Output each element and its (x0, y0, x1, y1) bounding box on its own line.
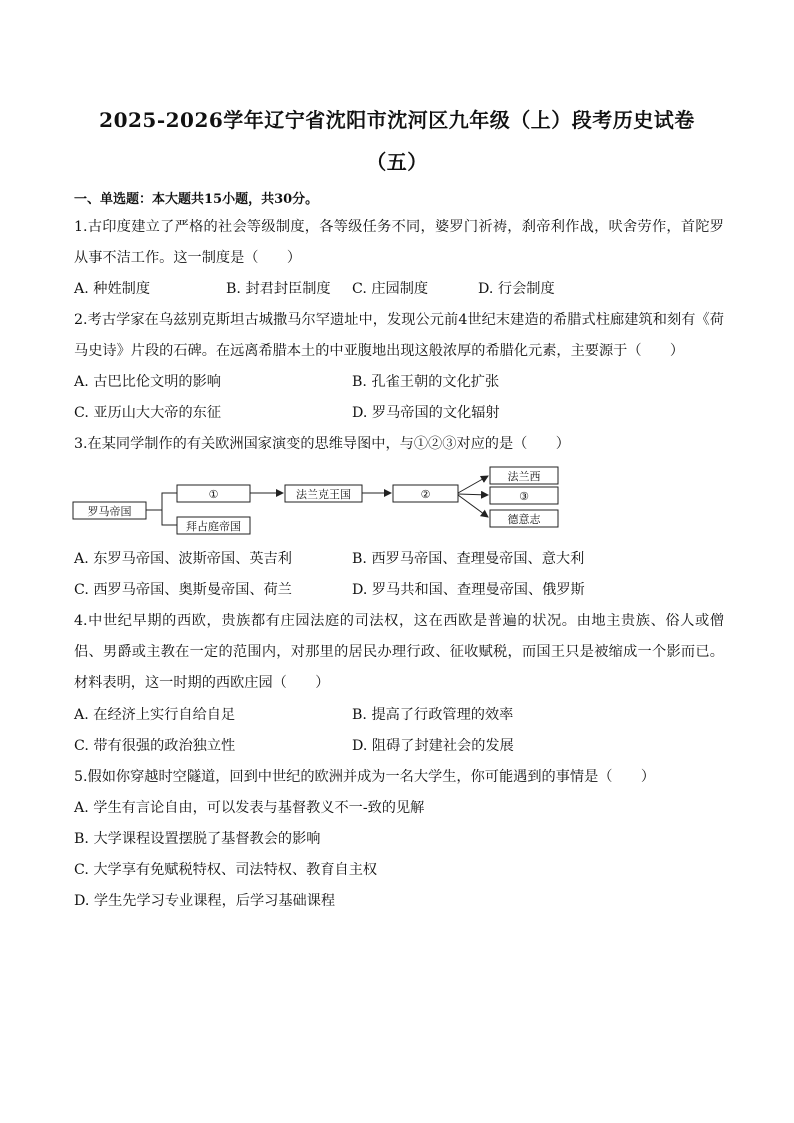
question-1-stem: 1.古印度建立了严格的社会等级制度，各等级任务不同，婆罗门祈祷，刹帝利作战，吠舍劳作，首陀罗从事不洁工作。这一制度是（ ） (74, 219, 724, 266)
question-5-stem: 5.假如你穿越时空隧道，回到中世纪的欧洲并成为一名大学生，你可能遇到的事情是（ ） (74, 769, 656, 785)
question-3-stem: 3.在某同学制作的有关欧洲国家演变的思维导图中，与①②③对应的是（ ） (74, 436, 570, 452)
option-d[interactable]: D. 罗马帝国的文化辐射 (352, 405, 500, 421)
option-a[interactable]: A. 在经济上实行自给自足 (74, 707, 236, 723)
option-d[interactable]: D. 阻碍了封建社会的发展 (352, 738, 514, 754)
option-b[interactable]: B. 提高了行政管理的效率 (352, 707, 514, 723)
option-b[interactable]: B. 封君封臣制度 (226, 281, 331, 297)
option-c[interactable]: C. 西罗马帝国、奥斯曼帝国、荷兰 (74, 582, 292, 598)
option-b[interactable]: B. 大学课程设置摆脱了基督教会的影响 (74, 831, 321, 847)
question-2-stem: 2.考古学家在乌兹别克斯坦古城撒马尔罕遗址中，发现公元前4世纪末建造的希腊式柱廊建筑和刻有《荷马史诗》片段的石碑。在远离希腊本土的中亚腹地出现这般浓厚的希腊化元素，主要源于（ ） (74, 312, 724, 359)
option-b[interactable]: B. 西罗马帝国、查理曼帝国、意大利 (352, 551, 585, 567)
node-slot3: ③ (519, 490, 529, 503)
section-heading: 一、单选题：本大题共15小题，共30分。 (74, 192, 319, 207)
option-a[interactable]: A. 种姓制度 (74, 281, 151, 297)
option-c[interactable]: C. 带有很强的政治独立性 (74, 738, 236, 754)
node-slot2: ② (420, 488, 431, 501)
option-a[interactable]: A. 古巴比伦文明的影响 (74, 374, 221, 390)
option-d[interactable]: D. 学生先学习专业课程，后学习基础课程 (74, 893, 336, 909)
node-byzantine: 拜占庭帝国 (186, 520, 241, 533)
exam-title: 2025-2026学年辽宁省沈阳市沈河区九年级（上）段考历史试卷 (99, 108, 695, 132)
option-a[interactable]: A. 学生有言论自由，可以发表与基督教义不一-致的见解 (74, 800, 425, 816)
option-c[interactable]: C. 大学享有免赋税特权、司法特权、教育自主权 (74, 862, 378, 878)
option-c[interactable]: C. 亚历山大大帝的东征 (74, 405, 222, 421)
exam-title-number: （五） (366, 150, 428, 174)
node-rome: 罗马帝国 (87, 505, 132, 518)
option-a[interactable]: A. 东罗马帝国、波斯帝国、英吉利 (74, 551, 292, 567)
option-d[interactable]: D. 罗马共和国、查理曼帝国、俄罗斯 (352, 582, 585, 598)
option-b[interactable]: B. 孔雀王朝的文化扩张 (352, 374, 500, 390)
node-slot1: ① (208, 488, 219, 501)
question-4-stem: 4.中世纪早期的西欧，贵族都有庄园法庭的司法权，这在西欧是普遍的状况。由地主贵族、俗人或僧侣、男爵或主教在一定的范围内，对那里的居民办理行政、征收赋税，而国王只是被缩成一个影而已。材料表明，这一时期的西欧庄园（ ） (74, 613, 724, 691)
europe-evolution-mind-map (70, 462, 570, 538)
option-d[interactable]: D. 行会制度 (478, 281, 555, 297)
node-germany: 德意志 (507, 513, 541, 526)
option-c[interactable]: C. 庄园制度 (352, 281, 429, 297)
node-france: 法兰西 (507, 470, 541, 483)
node-frankish: 法兰克王国 (296, 488, 351, 501)
